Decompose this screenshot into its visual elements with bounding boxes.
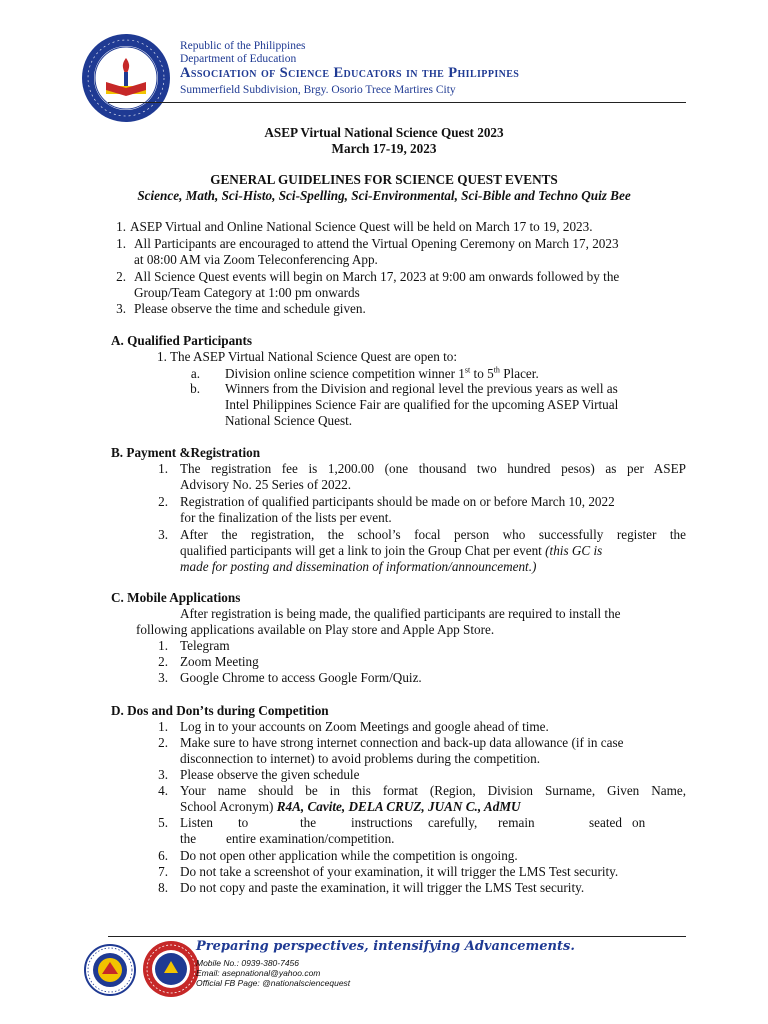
rule-number: 4.: [158, 783, 168, 798]
rule-item: Do not take a screenshot of your examination, it will trigger the LMS Test security.: [180, 864, 619, 879]
rule-number: 8.: [158, 880, 168, 895]
footer-fb-page: Official FB Page: @nationalsciencequest: [196, 978, 351, 988]
app-zoom: Zoom Meeting: [180, 654, 259, 669]
rule-item-cont: disconnection to internet) to avoid problems during the competition.: [180, 751, 541, 766]
footer-email: Email: asepnational@yahoo.com: [196, 968, 321, 978]
guidelines-heading: GENERAL GUIDELINES FOR SCIENCE QUEST EVENTS: [210, 172, 558, 187]
section-a-item-b-cont: National Science Quest.: [225, 413, 353, 428]
intro-number: 2.: [116, 269, 126, 284]
rule-number: 3.: [158, 767, 168, 782]
rule-5-word: seated: [589, 815, 622, 830]
rule-5-word: remain: [498, 815, 535, 830]
section-a-item-b-cont: Intel Philippines Science Fair are qualified for the upcoming ASEP Virtual: [225, 397, 619, 412]
intro-number: 3.: [116, 301, 126, 316]
rule-5-word: entire examination/competition.: [226, 831, 395, 846]
rule-item: Make sure to have strong internet connection and back-up data allowance (if in case: [180, 735, 624, 750]
section-a-item-a: [225, 366, 539, 382]
section-c-heading: C. Mobile Applications: [111, 590, 241, 605]
gc-link-text: qualified participants will get a link to join the Group Chat per event: [180, 543, 546, 558]
app-chrome: Google Chrome to access Google Form/Quiz.: [180, 670, 422, 685]
rule-item: Your name should be in this format (Region, Division Surname, Given Name,: [180, 783, 686, 798]
superscript-st: st: [464, 365, 471, 375]
intro-item-cont: Group/Team Category at 1:00 pm onwards: [134, 285, 360, 300]
superscript-th: th: [493, 365, 500, 375]
section-b-number: 3.: [158, 527, 168, 542]
rule-number: 7.: [158, 864, 168, 879]
rule-5-word: the: [300, 815, 317, 830]
section-c-para-cont: following applications available on Play store and Apple App Store.: [136, 622, 495, 637]
rule-item-cont: [180, 799, 521, 815]
rule-item: Please observe the given schedule: [180, 767, 360, 782]
app-number: 2.: [158, 654, 168, 669]
rule-number: 1.: [158, 719, 168, 734]
placer-text-end: Placer.: [499, 366, 539, 381]
intro-item: Please observe the time and schedule given.: [134, 301, 366, 316]
rule-number: 5.: [158, 815, 168, 830]
name-format-label: School Acronym): [180, 799, 277, 814]
app-telegram: Telegram: [180, 638, 230, 653]
intro-item: All Participants are encouraged to attend the Virtual Opening Ceremony on March 17, 2023: [134, 236, 619, 251]
section-a-label-b: b.: [190, 381, 200, 396]
section-b-item: After the registration, the school’s focal person who successfully register the: [180, 527, 686, 542]
rule-5-word: Listen: [180, 815, 213, 830]
section-c-para: After registration is being made, the qualified participants are required to install the: [180, 606, 621, 621]
app-number: 1.: [158, 638, 168, 653]
asep-logo: [80, 32, 172, 124]
section-a-label-a: a.: [190, 366, 200, 381]
section-a-lead: 1. The ASEP Virtual National Science Quest are open to:: [157, 349, 458, 364]
section-a-heading: A. Qualified Participants: [111, 333, 253, 348]
intro-item: ASEP Virtual and Online National Science Quest will be held on March 17 to 19, 2023.: [130, 219, 593, 234]
section-b-heading: B. Payment &Registration: [111, 445, 261, 460]
rule-item: Do not copy and paste the examination, it will trigger the LMS Test security.: [180, 880, 585, 895]
gc-note-start: (this GC is: [545, 543, 603, 558]
section-b-item-cont: [180, 543, 602, 559]
header-address: Summerfield Subdivision, Brgy. Osorio Trece Martires City: [180, 84, 456, 96]
footer-motto: Preparing perspectives, intensifying Advancements.: [196, 939, 575, 954]
intro-item-cont: at 08:00 AM via Zoom Teleconferencing App.: [134, 252, 378, 267]
placer-text-start: Division online science competition winner 1: [225, 366, 465, 381]
header-divider: [108, 102, 686, 103]
rule-item: Log in to your accounts on Zoom Meetings and google ahead of time.: [180, 719, 549, 734]
intro-item: All Science Quest events will begin on March 17, 2023 at 9:00 am onwards followed by the: [134, 269, 620, 284]
app-number: 3.: [158, 670, 168, 685]
header-department: Department of Education: [180, 53, 297, 65]
section-a-item-b: Winners from the Division and regional level the previous years as well as: [225, 381, 618, 396]
section-b-item-cont: Advisory No. 25 Series of 2022.: [180, 477, 352, 492]
event-title: ASEP Virtual National Science Quest 2023: [264, 125, 504, 140]
rule-5-word: instructions: [351, 815, 413, 830]
section-b-item: The registration fee is 1,200.00 (one thousand two hundred pesos) as per ASEP: [180, 461, 686, 476]
rule-5-word: the: [180, 831, 197, 846]
name-format-example: R4A, Cavite, DELA CRUZ, JUAN C., AdMU: [276, 799, 521, 814]
section-d-heading: D. Dos and Don’ts during Competition: [111, 703, 329, 718]
header-org-name: Association of Science Educators in the Philippines: [180, 65, 520, 81]
rule-number: 2.: [158, 735, 168, 750]
section-b-number: 2.: [158, 494, 168, 509]
deped-seal: [84, 944, 136, 996]
events-list: Science, Math, Sci-Histo, Sci-Spelling, Sci-Environmental, Sci-Bible and Techno Quiz Bee: [137, 188, 631, 203]
section-b-item: Registration of qualified participants should be made on or before March 10, 2022: [180, 494, 615, 509]
header-republic: Republic of the Philippines: [180, 40, 306, 52]
event-dates: March 17-19, 2023: [331, 141, 437, 156]
footer-divider: [108, 936, 686, 937]
intro-number: 1.: [116, 236, 126, 251]
placer-text-mid: to 5: [470, 366, 494, 381]
rule-number: 6.: [158, 848, 168, 863]
rule-5-word: carefully,: [428, 815, 478, 830]
footer-mobile: Mobile No.: 0939-380-7456: [196, 958, 300, 968]
rule-5-word: to: [238, 815, 249, 830]
gc-note-end: made for posting and dissemination of information/announcement.): [180, 559, 537, 574]
section-b-number: 1.: [158, 461, 168, 476]
institution-seal: [142, 940, 200, 998]
rule-item: Do not open other application while the competition is ongoing.: [180, 848, 518, 863]
section-b-item-cont: for the finalization of the lists per event.: [180, 510, 392, 525]
intro-number: 1.: [116, 219, 126, 234]
rule-5-word: on: [632, 815, 646, 830]
